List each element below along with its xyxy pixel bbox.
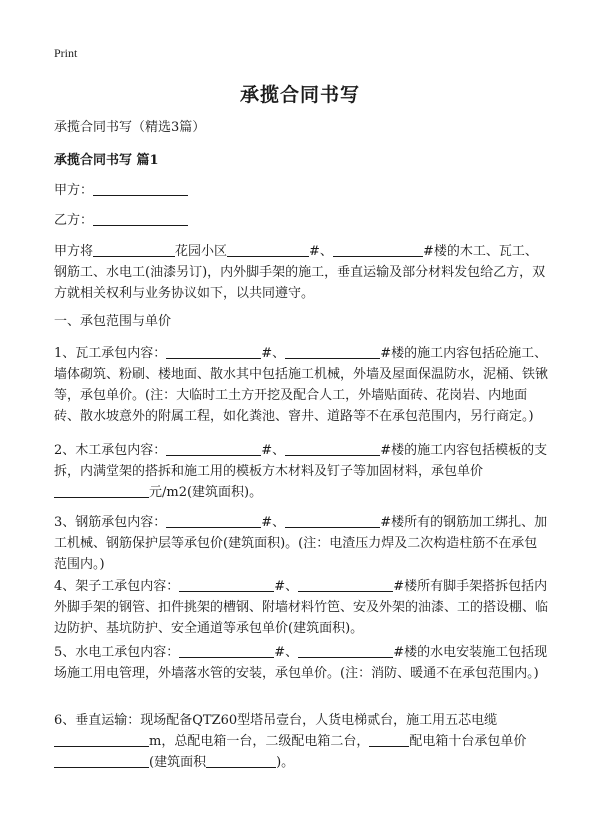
- blank: [369, 732, 409, 747]
- intro-text: #、: [309, 244, 333, 259]
- intro-text: 花园小区: [175, 244, 228, 259]
- blank: [166, 513, 261, 528]
- blank: [179, 643, 274, 658]
- blank: [285, 441, 380, 456]
- blank: [54, 753, 149, 768]
- blank: [54, 483, 149, 498]
- scope-heading: 一、承包范围与单价: [54, 314, 172, 329]
- blank: [285, 344, 380, 359]
- section-heading: 承揽合同书写 篇1: [54, 153, 159, 168]
- item-text: #、: [261, 515, 286, 530]
- intro-paragraph: [54, 241, 549, 304]
- party-a-line: [54, 180, 549, 201]
- item-6-paragraph: [54, 710, 549, 773]
- blank: [166, 344, 261, 359]
- document-title: 承揽合同书写: [239, 84, 360, 106]
- item-text: 4、架子工承包内容：: [54, 579, 180, 594]
- party-a-label: 甲方：: [54, 183, 94, 198]
- item-text: #、: [261, 443, 286, 458]
- item-text: )。: [276, 755, 295, 770]
- item-text: #、: [274, 579, 299, 594]
- blank: [93, 242, 175, 257]
- blank: [285, 513, 380, 528]
- item-text: #、: [274, 645, 299, 660]
- blank: [179, 577, 274, 592]
- party-b-label: 乙方：: [54, 213, 94, 228]
- item-text: #楼的施工内容包括模板的支拆，内满堂架的搭拆和施工用的模板方木材料及钉子等加固材料，承包单价: [54, 443, 548, 479]
- item-text: (建筑面积: [149, 755, 207, 770]
- item-text: 配电箱十台承包单价: [409, 734, 527, 749]
- item-text: m，总配电箱一台，二级配电箱二台，: [149, 734, 370, 749]
- item-text: 1、瓦工承包内容：: [54, 346, 167, 361]
- item-text: #楼的施工内容包括砼施工、墙体砌筑、粉刷、楼地面、散水其中包括施工机械，外墙及屋面保温防水，泥桶、铁锹等，承包单价。(注：大临时工土方开挖及配合人工，外墙贴面砖、花岗岩、内地面砖、散水坡意外的附属工程，如化粪池、窨井、道路等不在承包范围内，另行商定。): [54, 346, 549, 424]
- party-a-blank: [93, 181, 188, 196]
- document-subtitle: 承揽合同书写（精选3篇）: [54, 120, 206, 135]
- blank: [298, 577, 393, 592]
- item-text: #楼的水电安装施工包括现场施工用电管理，外墙落水管的安装，承包单价。(注：消防、暖通不在承包范围内。): [54, 645, 548, 681]
- blank: [298, 643, 393, 658]
- intro-text: #楼的木工、瓦工、钢筋工、水电工(油漆另订)，内外脚手架的施工，垂直运输及部分材料发包给乙方，双方就相关权利与业务协议如下，以共同遵守。: [54, 244, 546, 301]
- blank: [206, 753, 276, 768]
- intro-text: 甲方将: [54, 244, 94, 259]
- print-link[interactable]: Print: [54, 46, 78, 60]
- blank: [333, 242, 423, 257]
- item-text: 5、水电工承包内容：: [54, 645, 180, 660]
- blank: [54, 732, 149, 747]
- item-1-paragraph: [54, 343, 549, 427]
- blank: [166, 441, 261, 456]
- blank: [227, 242, 309, 257]
- item-text: #、: [261, 346, 286, 361]
- item-4-paragraph: [54, 576, 549, 639]
- item-2-paragraph: [54, 440, 549, 503]
- item-5-paragraph: [54, 642, 549, 684]
- item-text: 3、钢筋承包内容：: [54, 515, 167, 530]
- item-3-paragraph: [54, 512, 549, 575]
- item-text: 6、垂直运输：现场配备QTZ60型塔吊壹台，人货电梯贰台，施工用五芯电缆: [54, 713, 498, 728]
- party-b-blank: [93, 211, 188, 226]
- item-text: #楼所有脚手架搭拆包括内外脚手架的钢管、扣件挑架的槽钢、附墙材料竹笆、安及外架的油漆、工的搭设棚、临边防护、基坑防护、安全通道等承包单价(建筑面积)。: [54, 579, 549, 636]
- party-b-line: [54, 210, 549, 231]
- item-text: 2、木工承包内容：: [54, 443, 167, 458]
- item-text: #楼所有的钢筋加工绑扎、加工机械、钢筋保护层等承包价(建筑面积)。(注：电渣压力焊及二次构造柱筋不在承包范围内。): [54, 515, 548, 572]
- item-text: 元/m2(建筑面积)。: [149, 485, 263, 500]
